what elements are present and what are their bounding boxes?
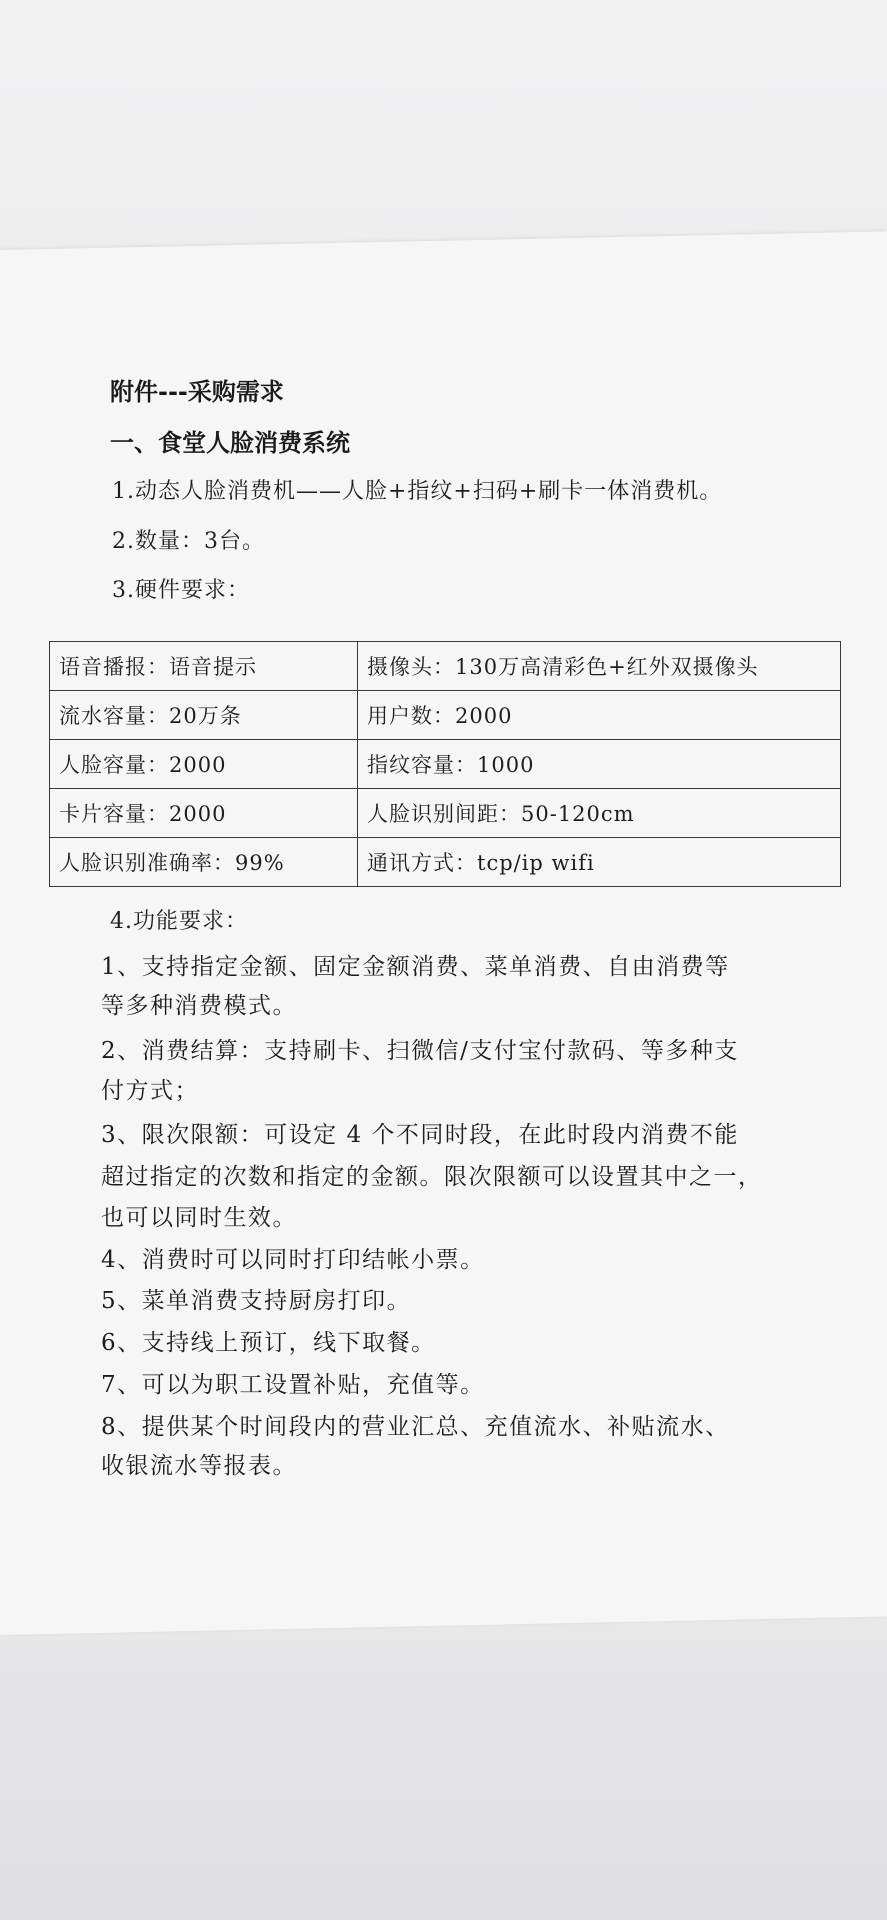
function-line: 7、可以为职工设置补贴，充值等。: [101, 1372, 485, 1398]
function-line: 4、消费时可以同时打印结帐小票。: [101, 1247, 485, 1273]
item-line: 1.动态人脸消费机——人脸+指纹+扫码+刷卡一体消费机。: [112, 479, 723, 504]
table-row: [50, 642, 841, 691]
table-row: [50, 740, 841, 789]
function-line: 超过指定的次数和指定的金额。限次限额可以设置其中之一，: [101, 1164, 763, 1190]
table-cell: 流水容量：20万条: [50, 691, 358, 740]
function-line: 8、提供某个时间段内的营业汇总、充值流水、补贴流水、: [101, 1414, 730, 1440]
function-line: 收银流水等报表。: [101, 1453, 297, 1479]
function-line: 也可以同时生效。: [101, 1205, 297, 1231]
table-cell: 人脸容量：2000: [50, 740, 358, 789]
function-line: 3、限次限额：可设定 4 个不同时段，在此时段内消费不能: [101, 1122, 739, 1148]
table-cell: 通讯方式：tcp/ip wifi: [358, 838, 841, 887]
table-cell: 用户数：2000: [358, 691, 841, 740]
item-line: 2.数量：3台。: [112, 529, 265, 554]
hardware-spec-table: [49, 641, 841, 887]
table-row: [50, 691, 841, 740]
section-title: 一、食堂人脸消费系统: [110, 429, 350, 457]
function-line: 6、支持线上预订，线下取餐。: [101, 1330, 436, 1356]
function-line: 等多种消费模式。: [101, 993, 297, 1019]
function-line: 1、支持指定金额、固定金额消费、菜单消费、自由消费等: [101, 954, 730, 980]
item-line: 3.硬件要求：: [112, 578, 250, 603]
document-title: 附件---采购需求: [110, 378, 284, 406]
function-line: 5、菜单消费支持厨房打印。: [101, 1288, 412, 1314]
table-row: [50, 838, 841, 887]
table-cell: 摄像头：130万高清彩色+红外双摄像头: [358, 642, 841, 691]
table-cell: 人脸识别准确率：99%: [50, 838, 358, 887]
table-cell: 语音播报：语音提示: [50, 642, 358, 691]
function-heading: 4.功能要求：: [110, 909, 248, 934]
table-cell: 指纹容量：1000: [358, 740, 841, 789]
function-line: 2、消费结算：支持刷卡、扫微信/支付宝付款码、等多种支: [101, 1038, 739, 1064]
table-row: [50, 789, 841, 838]
table-cell: 人脸识别间距：50-120cm: [358, 789, 841, 838]
function-line: 付方式；: [101, 1078, 199, 1104]
table-cell: 卡片容量：2000: [50, 789, 358, 838]
